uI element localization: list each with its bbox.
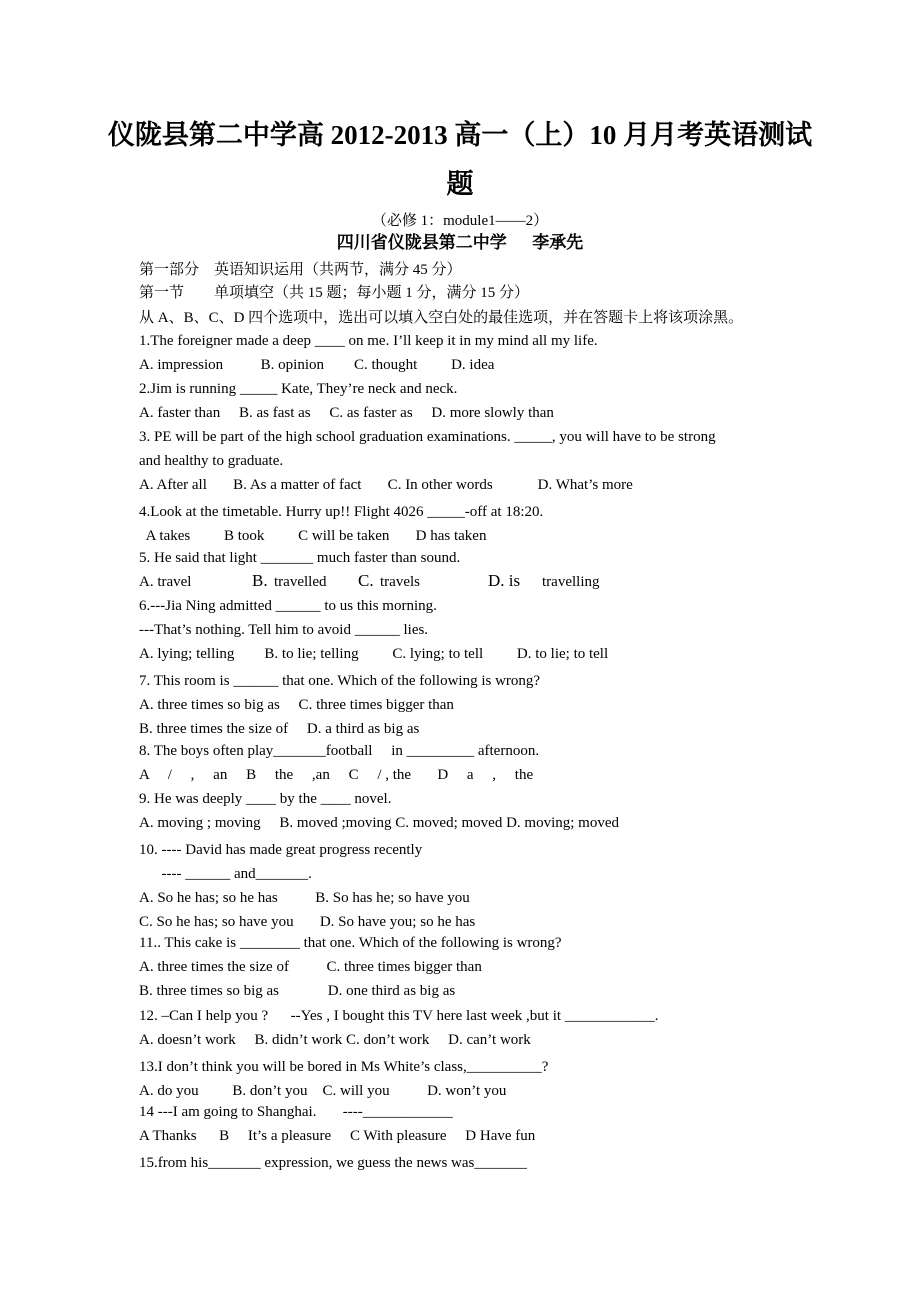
question-11-options-row1: A. three times the size of C. three times bigger than (139, 959, 482, 975)
question-10-options-row1: A. So he has; so he has B. So has he; so have you (139, 890, 470, 906)
question-5-option-b: travelled (274, 574, 327, 590)
question-8-options: A / , an B the ,an C / , the D a , the (139, 767, 534, 783)
question-5-stem: 5. He said that light _______ much faster than sound. (139, 550, 461, 566)
document-title-line1: 仪陇县第二中学高 2012-2013 高一（上）10 月月考英语测试 (107, 120, 813, 150)
question-3-stem-continued: and healthy to graduate. (139, 453, 284, 469)
question-10-options-row2: C. So he has; so have you D. So have you; so he has (139, 914, 476, 930)
question-10-stem: 10. ---- David has made great progress recently (139, 842, 423, 858)
question-5-option-a: A. travel (139, 574, 192, 590)
question-1-stem: 1.The foreigner made a deep ____ on me. I’ll keep it in my mind all my life. (139, 333, 598, 349)
question-3-stem: 3. PE will be part of the high school graduation examinations. _____, you will have to be strong (139, 429, 716, 445)
question-9-options: A. moving ; moving B. moved ;moving C. moved; moved D. moving; moved (139, 815, 619, 831)
question-6-stem-continued: ---That’s nothing. Tell him to avoid ______ lies. (139, 622, 429, 638)
question-7-options-row2: B. three times the size of D. a third as big as (139, 721, 420, 737)
question-14-stem: 14 ---I am going to Shanghai. ----____________ (139, 1104, 453, 1120)
question-10-stem-continued: ---- ______ and_______. (139, 866, 312, 882)
question-5-option-d-letter: D. is (488, 571, 521, 590)
question-7-options-row1: A. three times so big as C. three times bigger than (139, 697, 454, 713)
question-6-options: A. lying; telling B. to lie; telling C. lying; to tell D. to lie; to tell (139, 646, 609, 662)
question-2-stem: 2.Jim is running _____ Kate, They’re neck and neck. (139, 381, 458, 397)
question-8-stem: 8. The boys often play_______football in _________ afternoon. (139, 743, 540, 759)
question-9-stem: 9. He was deeply ____ by the ____ novel. (139, 791, 392, 807)
instruction-text: 从 A、B、C、D 四个选项中，选出可以填入空白处的最佳选项，并在答题卡上将该项涂黑。 (139, 310, 744, 326)
question-13-stem: 13.I don’t think you will be bored in Ms White’s class,__________? (139, 1059, 549, 1075)
question-1-options: A. impression B. opinion C. thought D. idea (139, 357, 495, 373)
question-15-stem: 15.from his_______ expression, we guess the news was_______ (139, 1155, 527, 1171)
question-7-stem: 7. This room is ______ that one. Which of the following is wrong? (139, 673, 541, 689)
question-11-stem: 11.. This cake is ________ that one. Which of the following is wrong? (139, 935, 562, 951)
question-11-options-row2: B. three times so big as D. one third as big as (139, 983, 456, 999)
question-14-options: A Thanks B It’s a pleasure C With pleasure D Have fun (139, 1128, 536, 1144)
question-6-stem: 6.---Jia Ning admitted ______ to us this morning. (139, 598, 437, 614)
author-line: 四川省仪陇县第二中学 李承先 (336, 233, 584, 252)
question-12-options: A. doesn’t work B. didn’t work C. don’t work D. can’t work (139, 1032, 531, 1048)
subtitle: （必修 1：module1——2） (371, 213, 549, 229)
question-13-options: A. do you B. don’t you C. will you D. won’t you (139, 1083, 507, 1099)
document-title-line2: 题 (446, 169, 474, 199)
question-5-option-b-letter: B. (252, 571, 268, 590)
question-4-options: A takes B took C will be taken D has taken (139, 528, 487, 544)
question-2-options: A. faster than B. as fast as C. as faster as D. more slowly than (139, 405, 554, 421)
question-4-stem: 4.Look at the timetable. Hurry up!! Flight 4026 _____-off at 18:20. (139, 504, 544, 520)
question-12-stem: 12. –Can I help you ? --Yes , I bought this TV here last week ,but it ____________. (139, 1008, 659, 1024)
question-5-option-c-letter: C. (358, 571, 374, 590)
question-3-options: A. After all B. As a matter of fact C. In other words D. What’s more (139, 477, 633, 493)
part-heading: 第一部分 英语知识运用（共两节，满分 45 分） (139, 262, 462, 278)
section-heading: 第一节 单项填空（共 15 题；每小题 1 分，满分 15 分） (139, 285, 530, 301)
question-5-option-c: travels (380, 574, 420, 590)
question-5-option-d: travelling (542, 574, 600, 590)
